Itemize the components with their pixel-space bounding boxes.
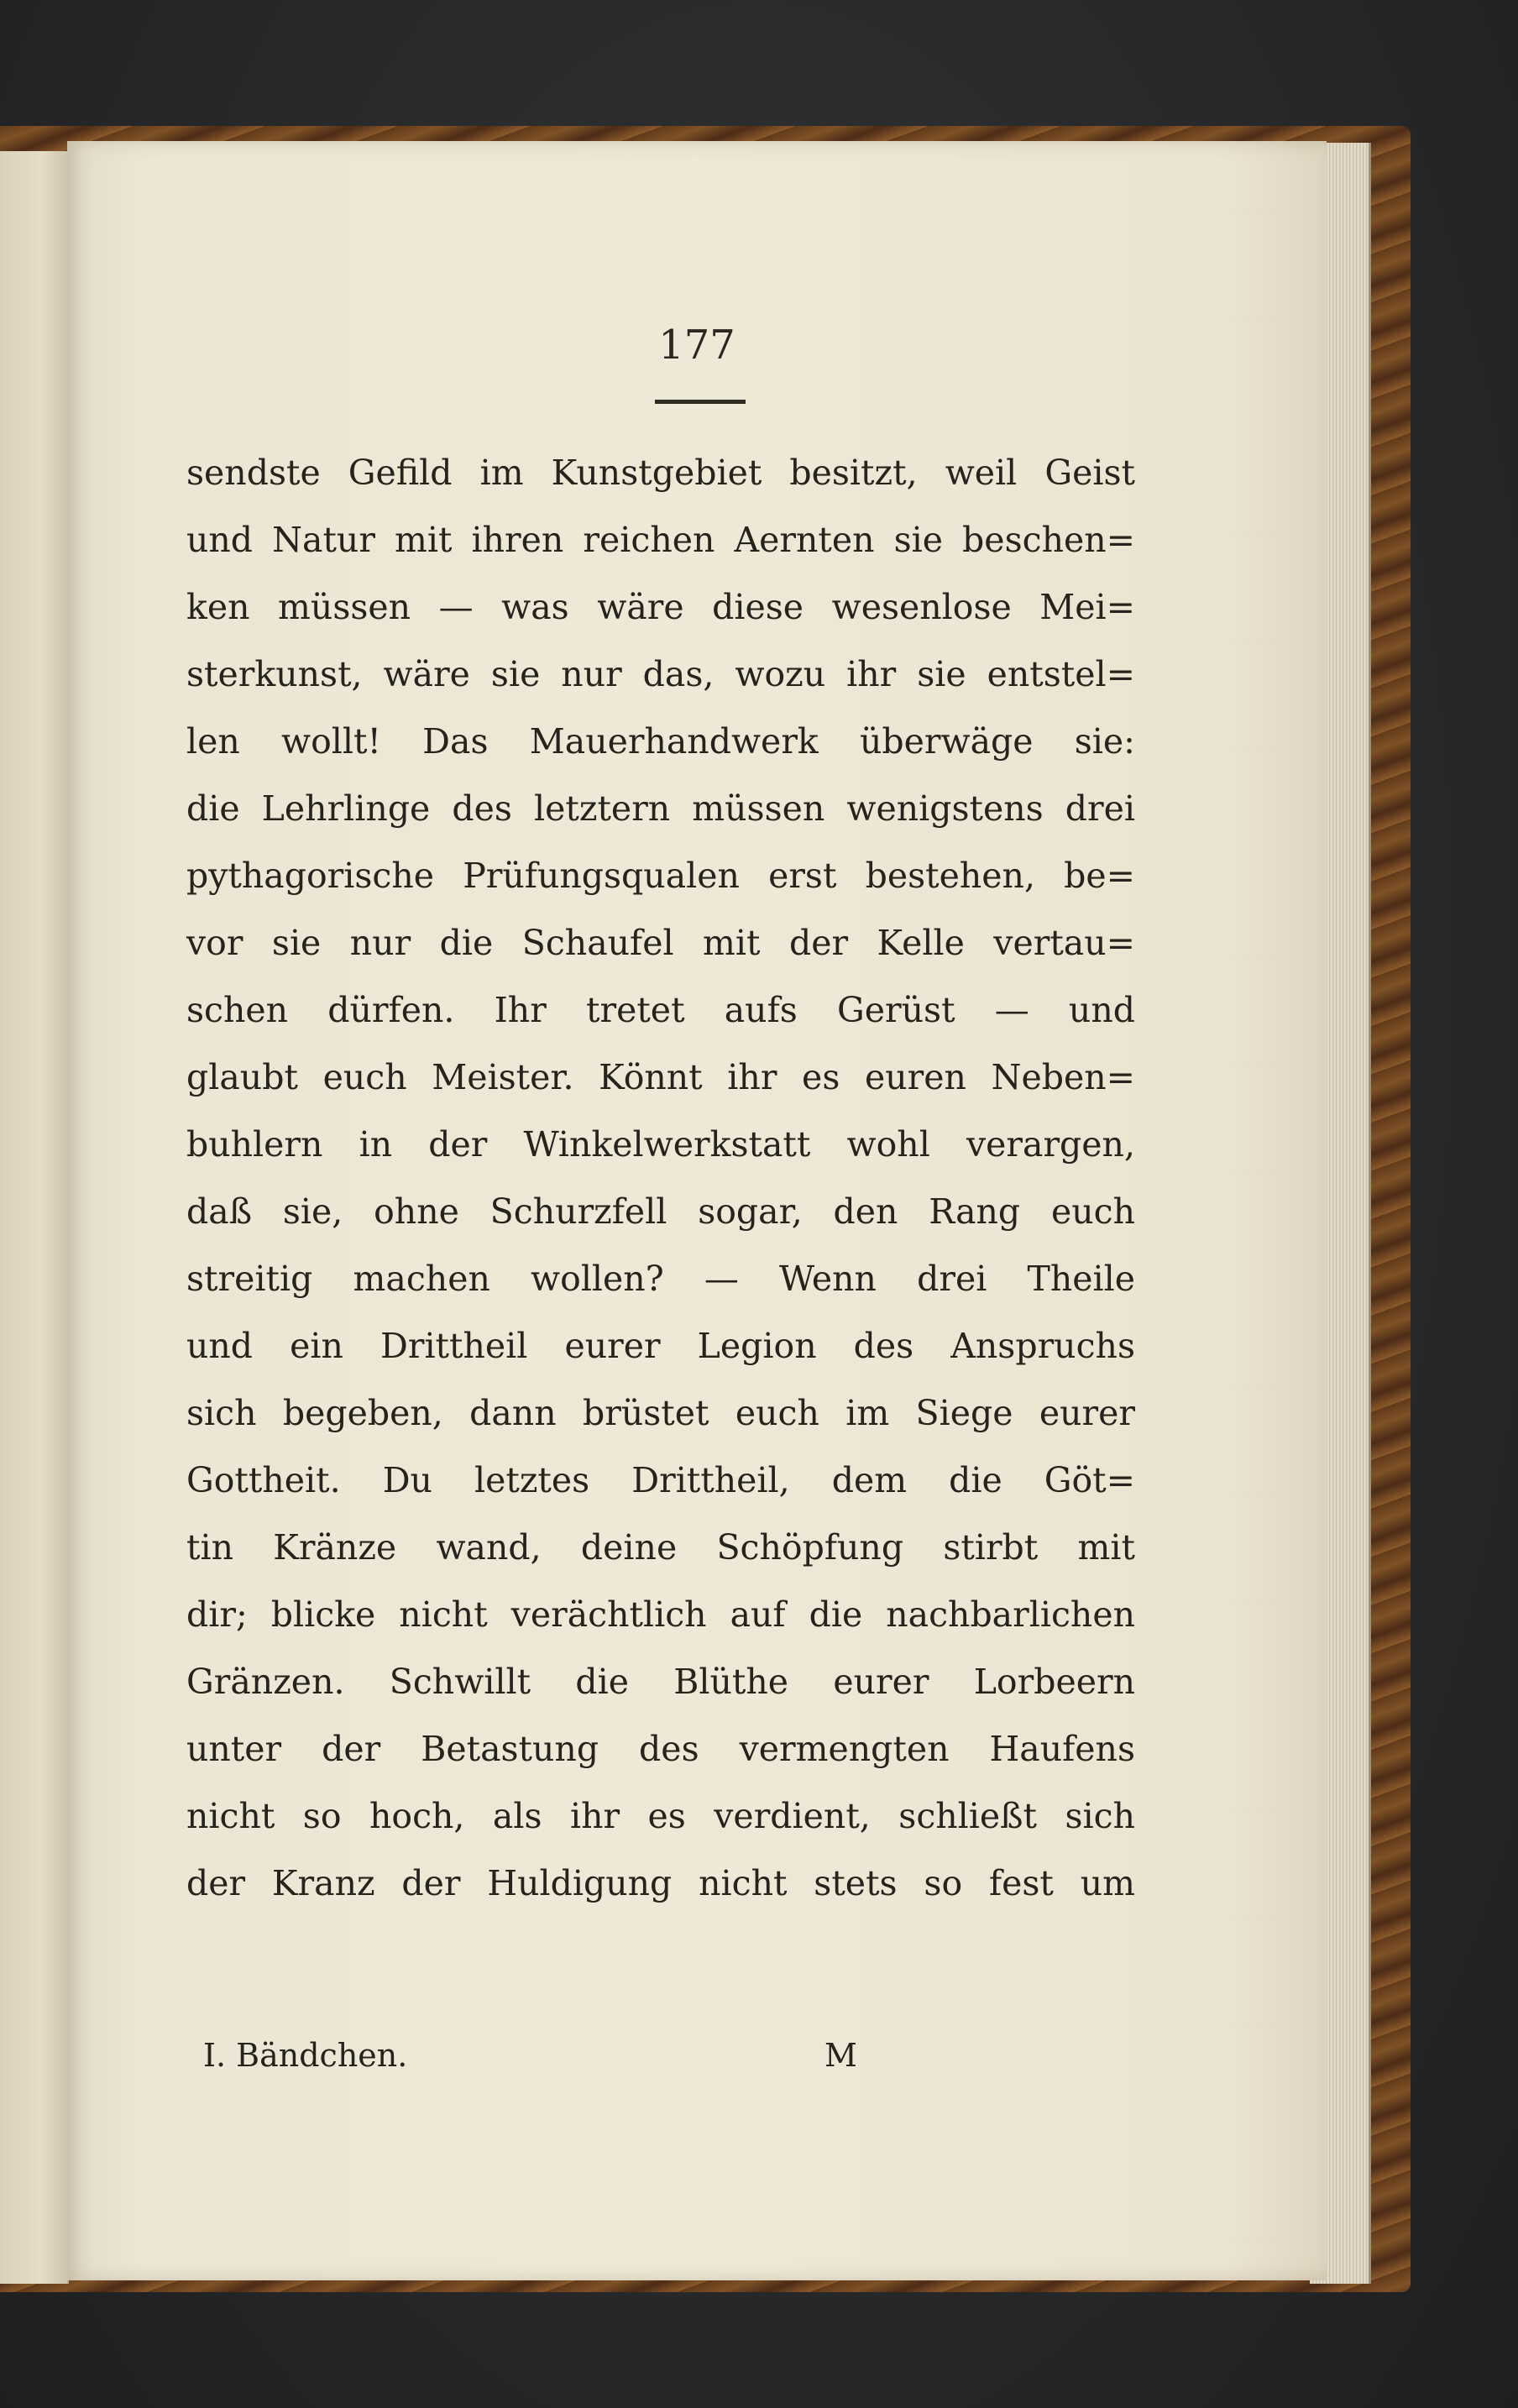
text-line: dir; blicke nicht verächtlich auf die nachbarlichen xyxy=(186,1594,1135,1635)
header-rule xyxy=(655,400,746,404)
text-line: daß sie, ohne Schurzfell sogar, den Rang euch xyxy=(186,1191,1135,1232)
text-line: ken müssen — was wäre diese wesenlose Mei= xyxy=(186,587,1135,627)
text-line: nicht so hoch, als ihr es verdient, schließt sich xyxy=(186,1796,1135,1836)
page-number: 177 xyxy=(658,322,735,369)
text-line: pythagorische Prüfungsqualen erst bestehen, be= xyxy=(186,856,1135,896)
page-footer xyxy=(186,2022,1135,2089)
text-line: der Kranz der Huldigung nicht stets so fest um xyxy=(186,1863,1135,1903)
text-line: sendste Gefild im Kunstgebiet besitzt, weil Geist xyxy=(186,453,1135,493)
text-line: streitig machen wollen? — Wenn drei Theile xyxy=(186,1259,1135,1299)
text-line: tin Kränze wand, deine Schöpfung stirbt mit xyxy=(186,1527,1135,1568)
text-line: Gränzen. Schwillt die Blüthe eurer Lorbeern xyxy=(186,1662,1135,1702)
text-line: buhlern in der Winkelwerkstatt wohl verargen, xyxy=(186,1124,1135,1165)
text-line: unter der Betastung des vermengten Haufens xyxy=(186,1729,1135,1769)
text-line: Gottheit. Du letztes Drittheil, dem die Göt= xyxy=(186,1460,1135,1500)
body-text xyxy=(186,439,1135,1917)
text-line: die Lehrlinge des letztern müssen wenigstens drei xyxy=(186,788,1135,829)
signature-mark: M xyxy=(824,2037,857,2074)
book-page xyxy=(67,141,1327,2280)
text-line: schen dürfen. Ihr tretet aufs Gerüst — und xyxy=(186,990,1135,1030)
text-line: sterkunst, wäre sie nur das, wozu ihr sie entstel= xyxy=(186,654,1135,694)
facing-page-edge xyxy=(0,151,69,2284)
text-line: glaubt euch Meister. Könnt ihr es euren Neben= xyxy=(186,1057,1135,1097)
text-line: sich begeben, dann brüstet euch im Siege eurer xyxy=(186,1393,1135,1433)
text-line: vor sie nur die Schaufel mit der Kelle vertau= xyxy=(186,923,1135,963)
text-line: und ein Drittheil eurer Legion des Anspruchs xyxy=(186,1326,1135,1366)
text-line: len wollt! Das Mauerhandwerk überwäge sie: xyxy=(186,721,1135,762)
text-line: und Natur mit ihren reichen Aernten sie beschen= xyxy=(186,520,1135,560)
volume-label: I. Bändchen. xyxy=(203,2037,408,2074)
